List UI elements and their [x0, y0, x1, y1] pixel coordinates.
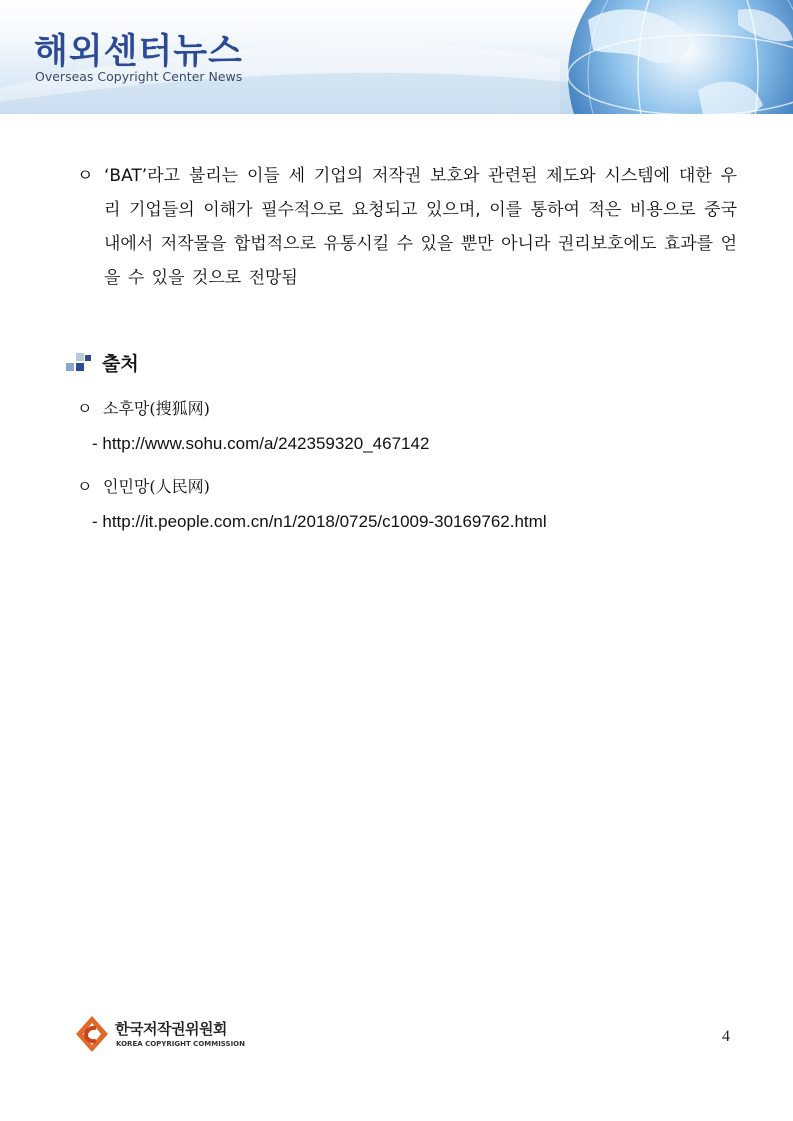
- bullet-marker: ㅇ: [77, 166, 94, 186]
- globe-icon: [548, 0, 793, 114]
- newsletter-title: 해외센터뉴스: [34, 32, 243, 72]
- footer-organization-name: 한국저작권위원회: [115, 1020, 227, 1038]
- source-link-sohu[interactable]: - http://www.sohu.com/a/242359320_467142: [92, 434, 430, 453]
- newsletter-subtitle: Overseas Copyright Center News: [35, 69, 243, 84]
- source-link-people[interactable]: - http://it.people.com.cn/n1/2018/0725/c1009-30169762.html: [92, 512, 547, 531]
- header-banner: [0, 0, 793, 114]
- summary-paragraph: [77, 159, 737, 295]
- paragraph-text: ‘BAT’라고 불리는 이들 세 기업의 저작권 보호와 관련된 제도와 시스템에 대한 우리 기업들의 이해가 필수적으로 요청되고 있으며, 이를 통하여 적은 비용으로 중국 내에서 저작물을 합법적으로 유통시킬 수 있을 뿐만 아니라 권리보호에도 효과를 얻을 수 있을 것으로 전망됨: [104, 166, 737, 288]
- commission-logo-icon: [72, 1014, 110, 1054]
- source-name-chinese: (搜狐网): [149, 399, 210, 418]
- sources-title: 출처: [102, 353, 139, 375]
- heading-squares-icon: [66, 353, 92, 373]
- bullet-marker: ㅇ: [77, 477, 93, 496]
- footer-organization-name-en: KOREA COPYRIGHT COMMISSION: [116, 1040, 245, 1048]
- source-name: 소후망: [103, 399, 150, 418]
- source-name-chinese: (人民网): [149, 477, 210, 496]
- source-item-sohu: [77, 396, 210, 419]
- source-name: 인민망: [103, 477, 150, 496]
- page-number: 4: [722, 1028, 730, 1045]
- source-item-people: [77, 474, 210, 497]
- bullet-marker: ㅇ: [77, 399, 93, 418]
- sources-heading: [66, 349, 139, 376]
